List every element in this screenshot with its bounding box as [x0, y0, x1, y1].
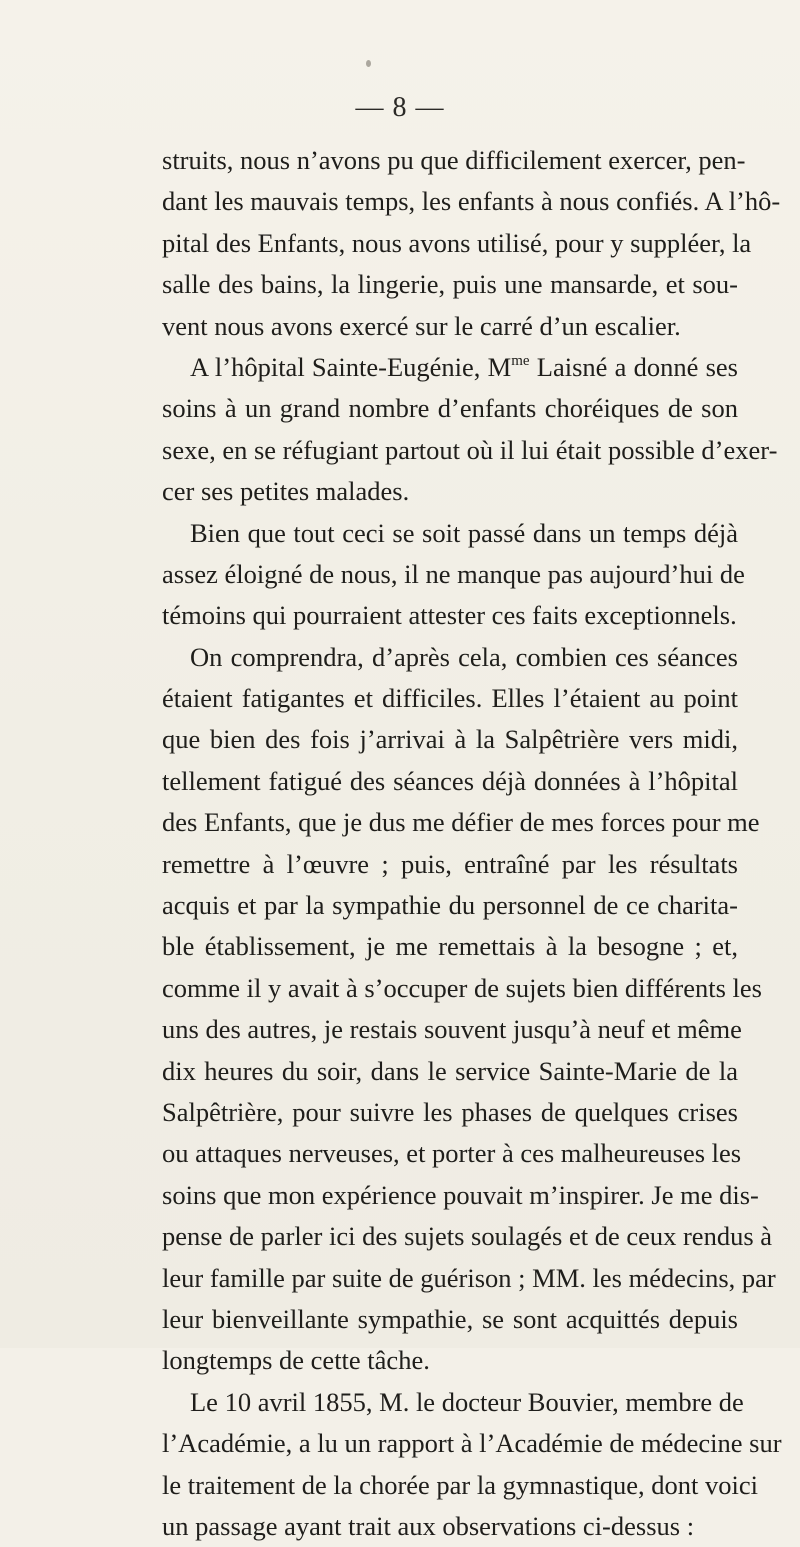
ink-speck [366, 60, 371, 67]
text-line: leur famille par suite de guérison ; MM. les médecins, par [162, 1262, 776, 1293]
text-line: dix heures du soir, dans le service Sainte-Marie de la [162, 1055, 738, 1086]
text-line: l’Académie, a lu un rapport à l’Académie de médecine sur [162, 1428, 782, 1459]
text-line: remettre à l’œuvre ; puis, entraîné par les résultats [162, 848, 738, 879]
text-line: vent nous avons exercé sur le carré d’un escalier. [162, 310, 681, 341]
text-line [162, 347, 738, 388]
text-line: soins que mon expérience pouvait m’inspirer. Je me dis- [162, 1179, 759, 1210]
superscript: me [511, 352, 530, 369]
text-line: que bien des fois j’arrivai à la Salpêtrière vers midi, [162, 724, 738, 755]
text-line: Bien que tout ceci se soit passé dans un temps déjà [190, 517, 738, 548]
text-line: étaient fatigantes et difficiles. Elles l’étaient au point [162, 683, 738, 714]
text-fragment: Laisné a donné ses [529, 351, 738, 382]
text-line: sexe, en se réfugiant partout où il lui était possible d’exer- [162, 434, 778, 465]
text-line: acquis et par la sympathie du personnel de ce charita- [162, 890, 738, 921]
text-line: pense de parler ici des sujets soulagés et de ceux rendus à [162, 1221, 773, 1252]
text-line: témoins qui pourraient attester ces faits exceptionnels. [162, 600, 737, 631]
text-line: soins à un grand nombre d’enfants choréiques de son [162, 393, 738, 424]
text-line: On comprendra, d’après cela, combien ces séances [190, 641, 738, 672]
text-line: assez éloigné de nous, il ne manque pas aujourd’hui de [162, 558, 745, 589]
text-line: leur bienveillante sympathie, se sont acquittés depuis [162, 1303, 738, 1334]
page-number: — 8 — [355, 92, 445, 123]
text-line: le traitement de la chorée par la gymnastique, dont voici [162, 1469, 759, 1500]
text-line: pital des Enfants, nous avons utilisé, pour y suppléer, la [162, 227, 752, 258]
text-line: Le 10 avril 1855, M. le docteur Bouvier, membre de [190, 1386, 744, 1417]
text-line: Salpêtrière, pour suivre les phases de quelques crises [162, 1096, 738, 1127]
text-line: uns des autres, je restais souvent jusqu’à neuf et même [162, 1014, 742, 1045]
text-line: dant les mauvais temps, les enfants à nous confiés. A l’hô- [162, 186, 781, 217]
text-line: un passage ayant trait aux observations ci-dessus : [162, 1510, 695, 1541]
text-line: cer ses petites malades. [162, 476, 410, 507]
text-line: ble établissement, je me remettais à la besogne ; et, [162, 931, 738, 962]
text-line: des Enfants, que je dus me défier de mes forces pour me [162, 807, 760, 838]
text-line: ou attaques nerveuses, et porter à ces malheureuses les [162, 1138, 742, 1169]
text-line: tellement fatigué des séances déjà données à l’hôpital [162, 765, 738, 796]
text-line: struits, nous n’avons pu que difficilement exercer, pen- [162, 145, 746, 175]
body-text [162, 140, 782, 1547]
text-fragment: A l’hôpital Sainte-Eugénie, M [190, 351, 512, 382]
text-line: longtemps de cette tâche. [162, 1345, 430, 1376]
text-line: salle des bains, la lingerie, puis une mansarde, et sou- [162, 269, 738, 300]
text-line: comme il y avait à s’occuper de sujets bien différents les [162, 972, 762, 1003]
